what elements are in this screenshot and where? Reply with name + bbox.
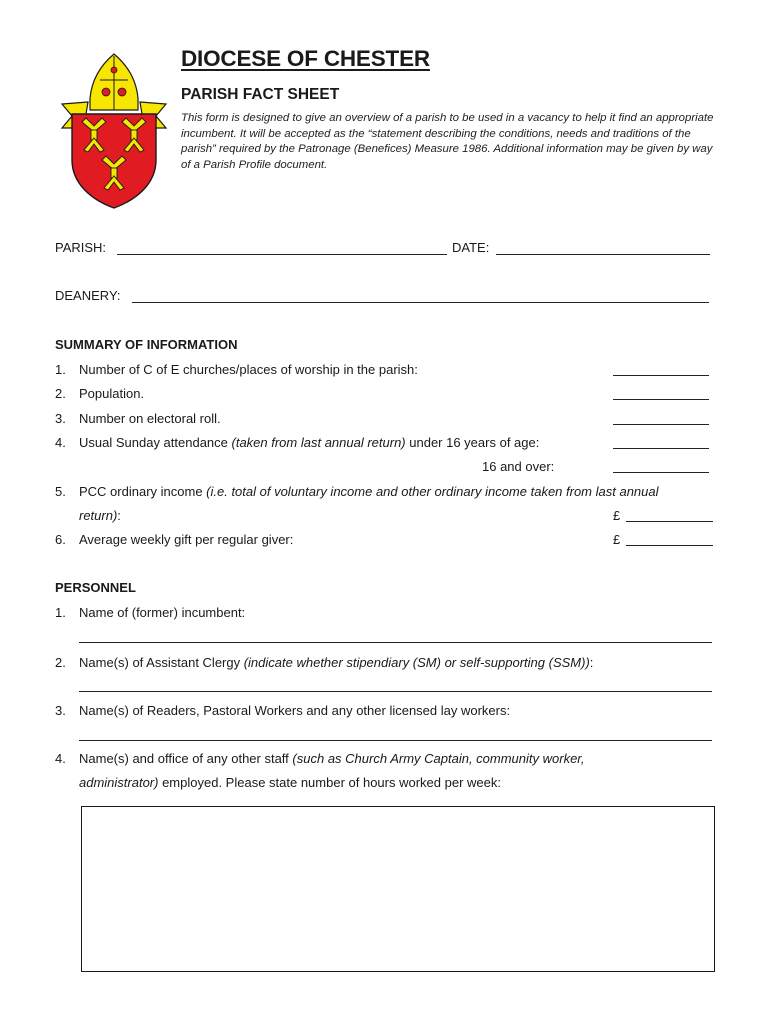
personnel-item-number: 4. bbox=[55, 751, 66, 766]
personnel-item-label: Name(s) of Assistant Clergy (indicate whether stipendiary (SM) or self-supporting (SSM)): bbox=[79, 655, 594, 670]
personnel-item-label: Name of (former) incumbent: bbox=[79, 605, 246, 620]
intro-paragraph: This form is designed to give an overview of a parish to be used in a vacancy to help it find an appropriate incumbent. It will be accepted as the “statement describing the conditions, needs and traditions of the parish” required by the Patronage (Benefices) Measure 1986. Additional information may be given by way of a Parish Profile document. bbox=[181, 112, 714, 171]
summary-item-number: 1. bbox=[55, 362, 66, 377]
summary-item-number: 6. bbox=[55, 532, 66, 547]
personnel-item-label-continued: administrator) employed. Please state number of hours worked per week: bbox=[79, 775, 501, 790]
attendance-under16-field[interactable] bbox=[613, 448, 709, 449]
summary-item-label: Usual Sunday attendance (taken from last annual return) under 16 years of age: bbox=[79, 435, 540, 450]
personnel-heading: PERSONNEL bbox=[55, 580, 136, 595]
currency-symbol: £ bbox=[613, 532, 621, 547]
other-staff-textarea[interactable] bbox=[81, 806, 715, 972]
personnel-item-number: 1. bbox=[55, 605, 66, 620]
form-subtitle: PARISH FACT SHEET bbox=[181, 86, 340, 103]
summary-item-number: 3. bbox=[55, 411, 66, 426]
personnel-item-number: 3. bbox=[55, 703, 66, 718]
attendance-16-over-label: 16 and over: bbox=[482, 459, 555, 474]
churches-count-field[interactable] bbox=[613, 375, 709, 376]
summary-item-label-continued: return): bbox=[79, 508, 121, 523]
attendance-16-over-field[interactable] bbox=[613, 472, 709, 473]
electoral-roll-field[interactable] bbox=[613, 424, 709, 425]
date-label: DATE: bbox=[452, 240, 490, 255]
lay-workers-field[interactable] bbox=[79, 740, 712, 741]
parish-field[interactable] bbox=[117, 254, 447, 255]
parish-label: PARISH: bbox=[55, 240, 107, 255]
assistant-clergy-field[interactable] bbox=[79, 691, 712, 692]
summary-item-label: Average weekly gift per regular giver: bbox=[79, 532, 294, 547]
diocesan-crest-icon bbox=[58, 52, 170, 210]
summary-item-label: PCC ordinary income (i.e. total of voluntary income and other ordinary income taken from last annual bbox=[79, 484, 659, 499]
page-title: DIOCESE OF CHESTER bbox=[181, 46, 430, 71]
personnel-item-label: Name(s) and office of any other staff (such as Church Army Captain, community worker, bbox=[79, 751, 585, 766]
summary-item-label: Population. bbox=[79, 386, 145, 401]
population-field[interactable] bbox=[613, 399, 709, 400]
weekly-gift-field[interactable] bbox=[626, 545, 713, 546]
summary-item-number: 5. bbox=[55, 484, 66, 499]
personnel-item-number: 2. bbox=[55, 655, 66, 670]
deanery-label: DEANERY: bbox=[55, 288, 121, 303]
summary-item-label: Number on electoral roll. bbox=[79, 411, 221, 426]
personnel-item-label: Name(s) of Readers, Pastoral Workers and any other licensed lay workers: bbox=[79, 703, 511, 718]
currency-symbol: £ bbox=[613, 508, 621, 523]
summary-heading: SUMMARY OF INFORMATION bbox=[55, 337, 238, 352]
pcc-income-field[interactable] bbox=[626, 521, 713, 522]
deanery-field[interactable] bbox=[132, 302, 709, 303]
summary-item-label: Number of C of E churches/places of worship in the parish: bbox=[79, 362, 418, 377]
summary-item-number: 4. bbox=[55, 435, 66, 450]
date-field[interactable] bbox=[496, 254, 710, 255]
former-incumbent-field[interactable] bbox=[79, 642, 712, 643]
summary-item-number: 2. bbox=[55, 386, 66, 401]
